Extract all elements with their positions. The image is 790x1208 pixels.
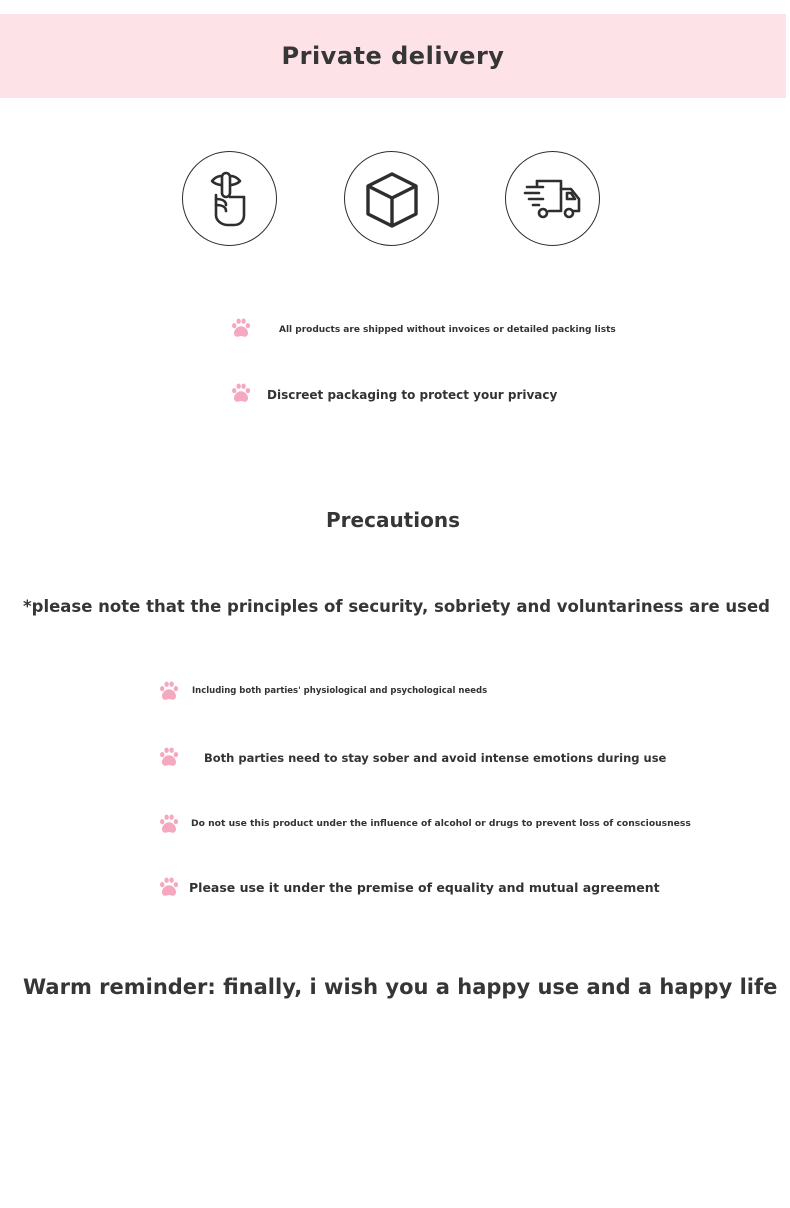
paw-icon xyxy=(230,382,252,404)
precaution-bullet-2: Both parties need to stay sober and avoid intense emotions during use xyxy=(204,751,667,765)
paw-icon xyxy=(230,317,252,339)
page-title: Private delivery xyxy=(281,42,505,70)
delivery-truck-icon xyxy=(505,151,600,246)
precautions-title: Precautions xyxy=(326,508,460,532)
paw-icon xyxy=(158,746,180,768)
precaution-bullet-4: Please use it under the premise of equality and mutual agreement xyxy=(189,879,660,895)
warm-reminder: Warm reminder: finally, i wish you a happy use and a happy life xyxy=(23,975,778,999)
precaution-bullet-3: Do not use this product under the influence of alcohol or drugs to prevent loss of consciousness xyxy=(191,817,691,829)
header-banner xyxy=(0,14,786,98)
precautions-note: *please note that the principles of security, sobriety and voluntariness are used xyxy=(23,597,770,616)
delivery-bullet-1: All products are shipped without invoices or detailed packing lists xyxy=(279,325,616,335)
paw-icon xyxy=(158,813,180,835)
silence-icon xyxy=(182,151,277,246)
package-box-icon xyxy=(344,151,439,246)
paw-icon xyxy=(158,680,180,702)
precaution-bullet-1: Including both parties' physiological and psychological needs xyxy=(192,686,488,696)
delivery-bullet-2: Discreet packaging to protect your privacy xyxy=(267,388,558,402)
paw-icon xyxy=(158,876,180,898)
